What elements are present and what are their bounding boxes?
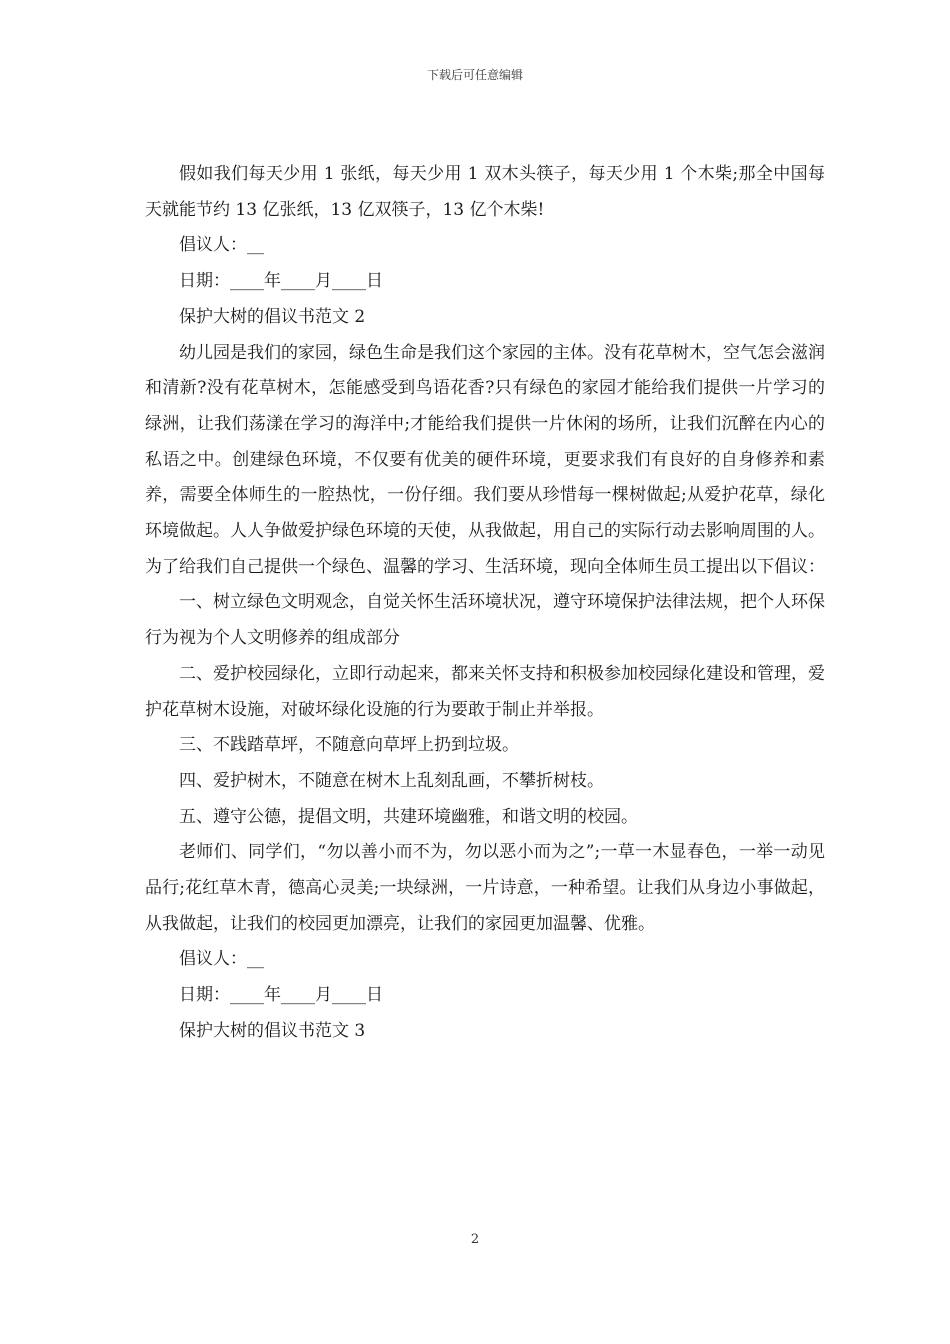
paragraph-closing: 老师们、同学们，“勿以善小而不为，勿以恶小而为之”;一草一木显春色，一举一动见品行;花红草木青，德高心灵美;一块绿洲，一片诗意，一种希望。让我们从身边小事做起，从我做起，让我们的校园更加漂亮，让我们的家园更加温馨、优雅。: [145, 842, 825, 934]
page-header: 下载后可任意编辑: [426, 68, 523, 82]
initiator-line: 倡议人：__: [179, 235, 264, 256]
document-body: [145, 157, 825, 1050]
initiator-line: 倡议人：__: [179, 949, 264, 970]
paragraph-savings: 假如我们每天少用 1 张纸，每天少用 1 双木头筷子，每天少用 1 个木柴;那全中国每天就能节约 13 亿张纸，13 亿双筷子，13 亿个木柴!: [145, 164, 825, 220]
proposal-item-5: 五、遵守公德，提倡文明，共建环境幽雅，和谐文明的校园。: [179, 806, 638, 827]
date-line: 日期：____年____月____日: [179, 985, 383, 1006]
proposal-item-3: 三、不践踏草坪，不随意向草坪上扔到垃圾。: [179, 735, 519, 756]
date-line: 日期：____年____月____日: [179, 271, 383, 292]
section-title: 保护大树的倡议书范文 2: [179, 306, 366, 327]
proposal-item-4: 四、爱护树木，不随意在树木上乱刻乱画，不攀折树枝。: [179, 770, 604, 791]
paragraph-intro: 幼儿园是我们的家园，绿色生命是我们这个家园的主体。没有花草树木，空气怎会滋润和清新?没有花草树木，怎能感受到鸟语花香?只有绿色的家园才能给我们提供一片学习的绿洲，让我们荡漾在学习的海洋中;才能给我们提供一片休闲的场所，让我们沉醉在内心的私语之中。创建绿色环境，不仅要有优美的硬件环境，更要求我们有良好的自身修养和素养，需要全体师生的一腔热忱，一份仔细。我们要从珍惜每一棵树做起;从爱护花草，绿化环境做起。人人争做爱护绿色环境的天使，从我做起，用自己的实际行动去影响周围的人。为了给我们自己提供一个绿色、温馨的学习、生活环境，现向全体师生员工提出以下倡议：: [145, 342, 825, 577]
page-number: 2: [470, 1232, 480, 1247]
proposal-item-1: 一、树立绿色文明观念，自觉关怀生活环境状况，遵守环境保护法律法规，把个人环保行为视为个人文明修养的组成部分: [145, 592, 825, 649]
proposal-item-2: 二、爱护校园绿化，立即行动起来，都来关怀支持和积极参加校园绿化建设和管理，爱护花草树木设施，对破坏绿化设施的行为要敢于制止并举报。: [145, 663, 825, 720]
section-title: 保护大树的倡议书范文 3: [179, 1020, 366, 1041]
